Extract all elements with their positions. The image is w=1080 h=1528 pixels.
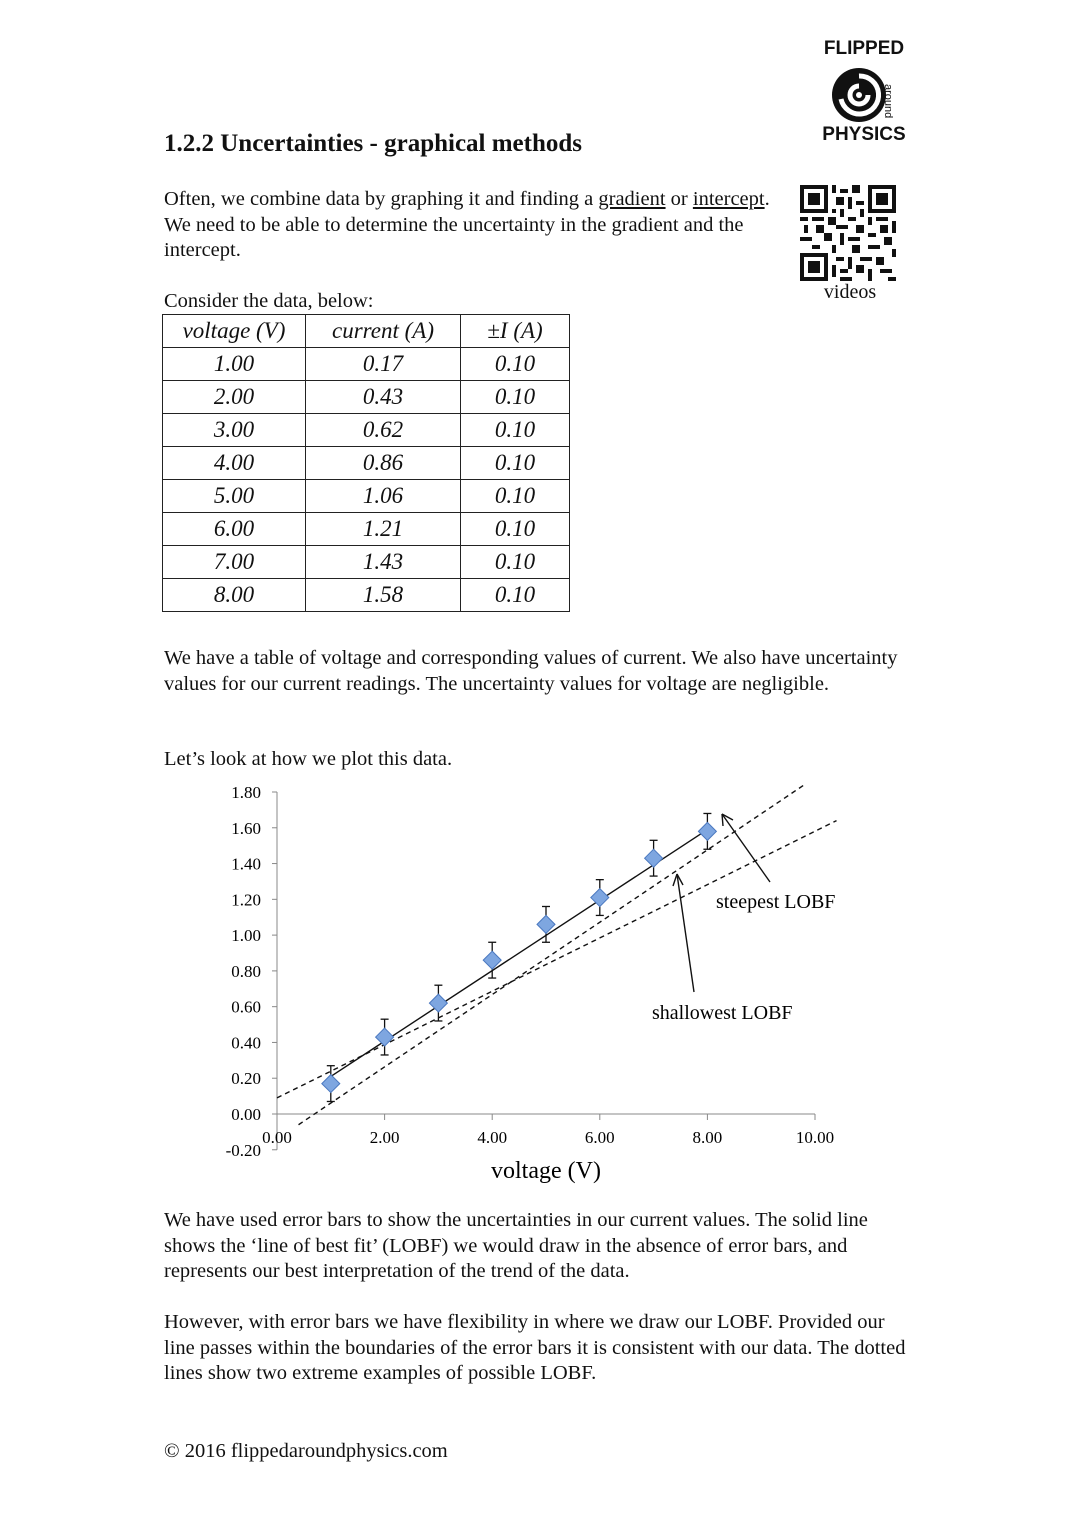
x-tick-label: 8.00 (692, 1128, 723, 1147)
chart-axes (226, 783, 835, 1160)
logo-text-around: around (882, 84, 894, 119)
intro-paragraph (164, 187, 774, 264)
y-tick-label: -0.20 (225, 1140, 261, 1160)
intro-text-2: or (665, 188, 693, 210)
table-cell: 3.00 (163, 414, 306, 447)
table-cell: 0.10 (461, 579, 570, 612)
table-row (163, 579, 570, 612)
intro-text-3: . We need to be able to determine the uncertainty in the gradient and the intercept. (164, 188, 770, 261)
chart-lines (277, 785, 837, 1125)
error-bars-paragraph: We have used error bars to show the uncertainties in our current values. The solid line shows the ‘line of best fit’ (LOBF) we would draw in the absence of error bars, and represents our best interpretation of the trend of the data. (164, 1209, 868, 1282)
table-row (163, 381, 570, 414)
table-cell: 0.10 (461, 447, 570, 480)
y-tick-label: 1.40 (231, 854, 261, 874)
table-cell: 0.10 (461, 513, 570, 546)
x-tick-label: 10.00 (795, 1128, 835, 1147)
x-tick-label: 6.00 (584, 1128, 615, 1147)
voltage-current-chart (0, 770, 1080, 1190)
intro-text-1: Often, we combine data by graphing it and finding a (164, 188, 599, 210)
table-header-cell: current (A) (306, 315, 461, 348)
table-row (163, 414, 570, 447)
qr-code-icon[interactable] (800, 185, 896, 281)
table-description: We have a table of voltage and corresponding values of current. We also have uncertainty values for our current readings. The uncertainty values for voltage are negligible. (164, 647, 898, 695)
table-cell: 5.00 (163, 480, 306, 513)
table-row (163, 546, 570, 579)
table-header-row (163, 315, 570, 348)
table-cell: 4.00 (163, 447, 306, 480)
consider-text: Consider the data, below: (164, 290, 374, 312)
y-tick-label: 1.80 (231, 783, 261, 802)
table-cell: 0.62 (306, 414, 461, 447)
table-cell: 0.10 (461, 546, 570, 579)
table-cell: 0.10 (461, 480, 570, 513)
gradient-link[interactable]: gradient (598, 188, 666, 210)
y-tick-label: 0.20 (231, 1069, 261, 1089)
steepest-lobf-line (299, 785, 805, 1125)
logo-text-flipped: FLIPPED (823, 38, 905, 59)
data-point (376, 1028, 394, 1046)
shallowest-lobf-label: shallowest LOBF (652, 1002, 793, 1024)
page-title: 1.2.2 Uncertainties - graphical methods (164, 130, 583, 157)
logo-text-physics: PHYSICS (822, 124, 906, 145)
y-tick-label: 1.00 (231, 926, 261, 946)
chart-points (322, 813, 717, 1101)
plot-intro: Let’s look at how we plot this data. (164, 748, 453, 770)
intercept-link[interactable]: intercept (692, 188, 765, 210)
table-header-cell: voltage (V) (163, 315, 306, 348)
y-tick-label: 0.60 (231, 997, 261, 1017)
table-cell: 0.10 (461, 348, 570, 381)
y-tick-label: 0.80 (231, 961, 261, 981)
qr-caption: videos (823, 281, 877, 303)
data-point (322, 1075, 340, 1093)
table-cell: 8.00 (163, 579, 306, 612)
table-cell: 6.00 (163, 513, 306, 546)
table-cell: 1.58 (306, 579, 461, 612)
y-tick-label: 0.00 (231, 1105, 261, 1124)
flexibility-paragraph: However, with error bars we have flexibility in where we draw our LOBF. Provided our line passes within the boundaries of the error bars it is consistent with our data. The dotted lines show two extreme examples of possible LOBF. (164, 1311, 906, 1384)
copyright-footer: © 2016 flippedaroundphysics.com (164, 1440, 448, 1462)
steepest-arrow (722, 814, 770, 882)
table-row (163, 348, 570, 381)
table-cell: 0.86 (306, 447, 461, 480)
y-tick-label: 1.20 (231, 890, 261, 910)
table-cell: 1.06 (306, 480, 461, 513)
logo (820, 38, 920, 150)
table-row (163, 513, 570, 546)
table-cell: 1.00 (163, 348, 306, 381)
y-tick-label: 1.60 (231, 818, 261, 838)
data-point (645, 849, 663, 867)
table-header-cell: ±I (A) (461, 315, 570, 348)
table-cell: 0.10 (461, 414, 570, 447)
x-axis-label: voltage (V) (491, 1158, 601, 1184)
table-cell: 0.10 (461, 381, 570, 414)
table-cell: 1.43 (306, 546, 461, 579)
shallowest-lobf-line (277, 821, 837, 1098)
x-tick-label: 4.00 (477, 1128, 508, 1147)
x-tick-label: 0.00 (262, 1128, 292, 1147)
table-cell: 0.43 (306, 381, 461, 414)
table-row (163, 480, 570, 513)
table-row (163, 447, 570, 480)
steepest-lobf-label: steepest LOBF (716, 891, 836, 913)
table-cell: 2.00 (163, 381, 306, 414)
y-tick-label: 0.40 (231, 1033, 261, 1053)
x-tick-label: 2.00 (369, 1128, 400, 1147)
table-cell: 7.00 (163, 546, 306, 579)
table-cell: 1.21 (306, 513, 461, 546)
shallowest-arrow (677, 874, 694, 992)
table-cell: 0.17 (306, 348, 461, 381)
data-table (162, 314, 570, 612)
data-point (698, 822, 716, 840)
